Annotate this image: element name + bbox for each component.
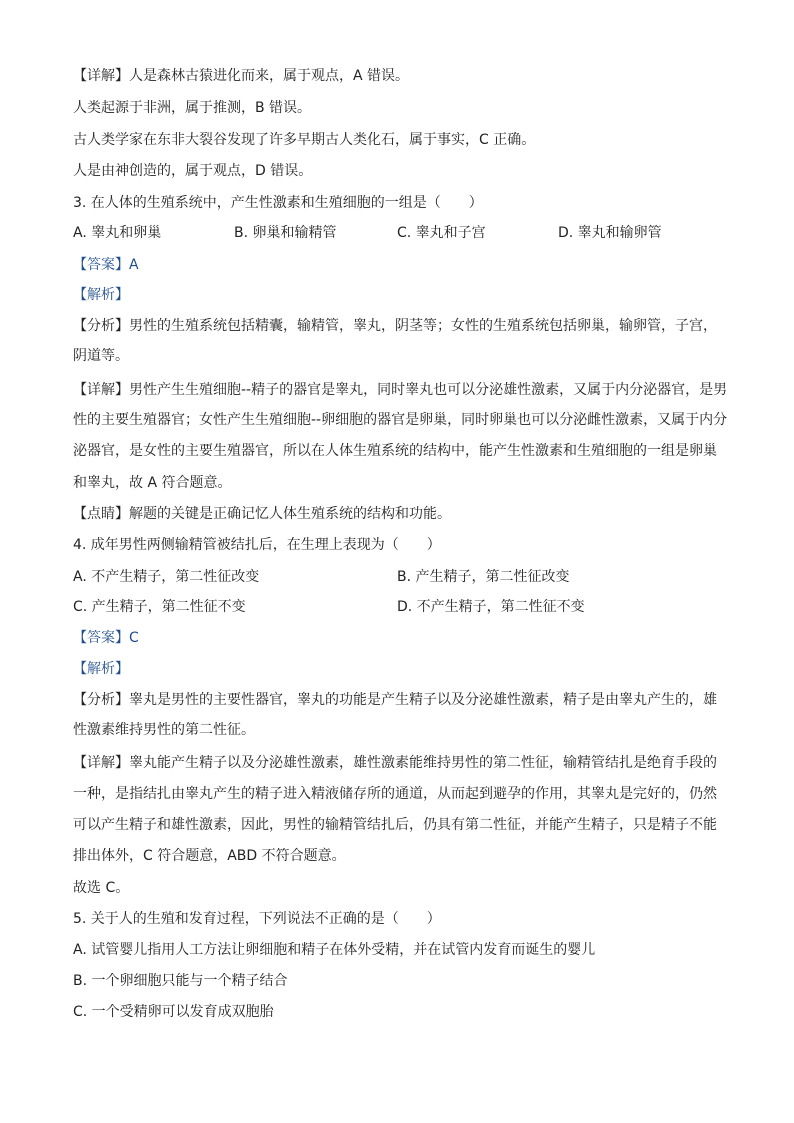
q3-option-d: D. 睾丸和输卵管 bbox=[558, 225, 662, 241]
q4-answer: 【答案】C bbox=[73, 630, 139, 646]
explanation-line: 【详解】人是森林古猿进化而来，属于观点，A 错误。 bbox=[73, 68, 410, 84]
q4-detail-line: 排出体外，C 符合题意，ABD 不符合题意。 bbox=[73, 848, 346, 864]
q4-conclusion: 故选 C。 bbox=[73, 880, 130, 896]
q4-option-d: D. 不产生精子，第二性征不变 bbox=[397, 599, 585, 615]
q3-detail-line: 性的主要生殖器官；女性产生生殖细胞--卵细胞的器官是卵巢，同时卵巢也可以分泌雌性激素，又属于内分 bbox=[73, 412, 728, 428]
question-3-stem: 3. 在人体的生殖系统中，产生性激素和生殖细胞的一组是（ ） bbox=[73, 195, 483, 211]
q4-analysis-heading: 【解析】 bbox=[73, 661, 129, 677]
q3-analysis-line: 【分析】男性的生殖系统包括精囊，输精管，睾丸，阴茎等；女性的生殖系统包括卵巢，输卵管，子宫， bbox=[73, 318, 717, 334]
q5-option-b: B. 一个卵细胞只能与一个精子结合 bbox=[73, 973, 288, 989]
q3-key-point: 【点睛】解题的关键是正确记忆人体生殖系统的结构和功能。 bbox=[73, 506, 451, 522]
explanation-line: 古人类学家在东非大裂谷发现了许多早期古人类化石，属于事实，C 正确。 bbox=[73, 132, 536, 148]
q3-option-b: B. 卵巢和输精管 bbox=[234, 225, 337, 241]
explanation-line: 人类起源于非洲，属于推测，B 错误。 bbox=[73, 100, 312, 116]
q4-detail-line: 【详解】睾丸能产生精子以及分泌雄性激素，雄性激素能维持男性的第二性征，输精管结扎是绝育手段的 bbox=[73, 755, 717, 771]
q4-detail-line: 可以产生精子和雄性激素，因此，男性的输精管结扎后，仍具有第二性征，并能产生精子，只是精子不能 bbox=[73, 817, 717, 833]
q4-option-b: B. 产生精子，第二性征改变 bbox=[397, 569, 570, 585]
explanation-line: 人是由神创造的，属于观点，D 错误。 bbox=[73, 163, 313, 179]
q3-option-c: C. 睾丸和子宫 bbox=[397, 225, 486, 241]
q4-detail-line: 一种，是指结扎由睾丸产生的精子进入精液储存所的通道，从而起到避孕的作用，其睾丸是完好的，仍然 bbox=[73, 786, 717, 802]
q3-option-a: A. 睾丸和卵巢 bbox=[73, 225, 162, 241]
q4-option-c: C. 产生精子，第二性征不变 bbox=[73, 599, 246, 615]
q3-analysis-line: 阴道等。 bbox=[73, 348, 129, 364]
q3-detail-line: 泌器官，是女性的主要生殖器官，所以在人体生殖系统的结构中，能产生性激素和生殖细胞的一组是卵巢 bbox=[73, 443, 717, 459]
question-5-stem: 5. 关于人的生殖和发育过程，下列说法不正确的是（ ） bbox=[73, 911, 441, 927]
question-4-stem: 4. 成年男性两侧输精管被结扎后，在生理上表现为（ ） bbox=[73, 537, 441, 553]
q3-detail-line: 和睾丸，故 A 符合题意。 bbox=[73, 475, 232, 491]
q3-answer: 【答案】A bbox=[73, 257, 139, 273]
q4-analysis-line: 性激素维持男性的第二性征。 bbox=[73, 722, 255, 738]
q5-option-c: C. 一个受精卵可以发育成双胞胎 bbox=[73, 1004, 274, 1020]
q3-analysis-heading: 【解析】 bbox=[73, 287, 129, 303]
q3-detail-line: 【详解】男性产生生殖细胞--精子的器官是睾丸，同时睾丸也可以分泌雄性激素，又属于内分泌器官，是男 bbox=[73, 382, 728, 398]
q4-option-a: A. 不产生精子，第二性征改变 bbox=[73, 569, 260, 585]
q5-option-a: A. 试管婴儿指用人工方法让卵细胞和精子在体外受精，并在试管内发育而诞生的婴儿 bbox=[73, 942, 596, 958]
q4-analysis-line: 【分析】睾丸是男性的主要性器官，睾丸的功能是产生精子以及分泌雄性激素，精子是由睾丸产生的，雄 bbox=[73, 692, 717, 708]
